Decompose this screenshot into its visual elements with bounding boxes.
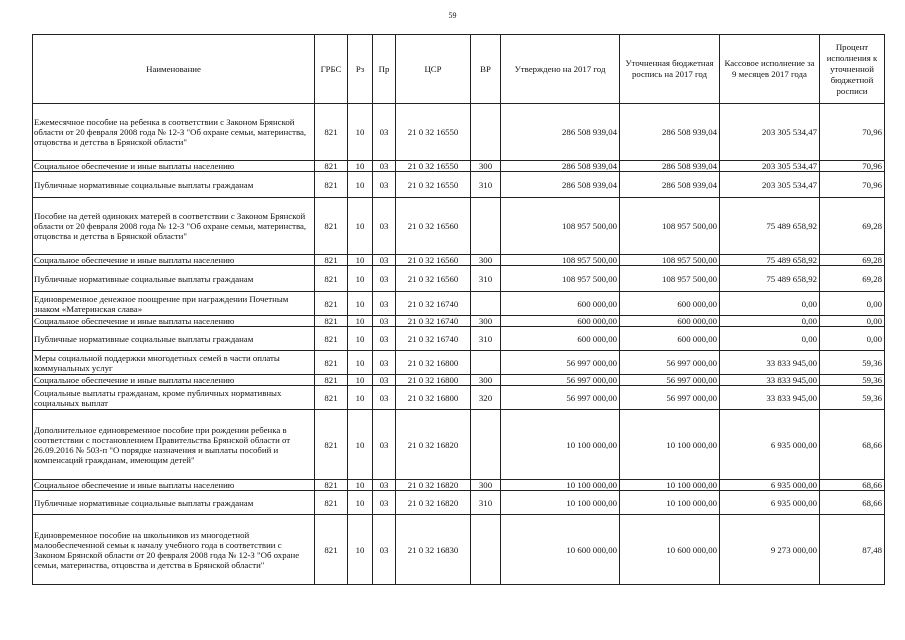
cell-csr: 21 0 32 16740	[396, 327, 471, 351]
cell-grbs: 821	[315, 198, 348, 255]
cell-cash: 33 833 945,00	[720, 386, 820, 410]
cell-percent: 69,28	[820, 255, 885, 266]
table-row	[33, 161, 885, 172]
cell-revised: 10 100 000,00	[620, 410, 720, 480]
cell-pr: 03	[373, 292, 396, 316]
cell-approved: 600 000,00	[501, 292, 620, 316]
cell-grbs: 821	[315, 172, 348, 198]
cell-pr: 03	[373, 266, 396, 292]
cell-pr: 03	[373, 515, 396, 585]
cell-vr: 310	[471, 172, 501, 198]
cell-grbs: 821	[315, 161, 348, 172]
cell-grbs: 821	[315, 255, 348, 266]
cell-csr: 21 0 32 16800	[396, 351, 471, 375]
table-row	[33, 375, 885, 386]
cell-grbs: 821	[315, 292, 348, 316]
cell-percent: 87,48	[820, 515, 885, 585]
cell-rz: 10	[348, 172, 373, 198]
header-grbs: ГРБС	[315, 35, 348, 104]
cell-approved: 10 100 000,00	[501, 410, 620, 480]
cell-approved: 286 508 939,04	[501, 161, 620, 172]
cell-revised: 108 957 500,00	[620, 255, 720, 266]
cell-cash: 203 305 534,47	[720, 161, 820, 172]
cell-vr: 300	[471, 480, 501, 491]
cell-percent: 68,66	[820, 491, 885, 515]
cell-cash: 33 833 945,00	[720, 375, 820, 386]
cell-pr: 03	[373, 375, 396, 386]
cell-percent: 70,96	[820, 161, 885, 172]
header-percent: Процент исполнения к уточненной бюджетной росписи	[820, 35, 885, 104]
cell-revised: 10 100 000,00	[620, 480, 720, 491]
cell-approved: 286 508 939,04	[501, 104, 620, 161]
cell-name: Социальное обеспечение и иные выплаты населению	[33, 480, 315, 491]
cell-vr: 320	[471, 386, 501, 410]
cell-pr: 03	[373, 410, 396, 480]
cell-csr: 21 0 32 16740	[396, 292, 471, 316]
cell-grbs: 821	[315, 375, 348, 386]
cell-pr: 03	[373, 198, 396, 255]
cell-approved: 600 000,00	[501, 316, 620, 327]
table-row	[33, 172, 885, 198]
cell-vr: 300	[471, 255, 501, 266]
cell-pr: 03	[373, 255, 396, 266]
cell-pr: 03	[373, 161, 396, 172]
cell-revised: 56 997 000,00	[620, 375, 720, 386]
cell-vr: 310	[471, 491, 501, 515]
cell-name: Меры социальной поддержки многодетных семей в части оплаты коммунальных услуг	[33, 351, 315, 375]
cell-csr: 21 0 32 16800	[396, 386, 471, 410]
cell-rz: 10	[348, 386, 373, 410]
cell-grbs: 821	[315, 491, 348, 515]
header-vr: ВР	[471, 35, 501, 104]
cell-revised: 56 997 000,00	[620, 386, 720, 410]
cell-vr: 310	[471, 327, 501, 351]
cell-grbs: 821	[315, 410, 348, 480]
table-row	[33, 292, 885, 316]
cell-revised: 10 100 000,00	[620, 491, 720, 515]
cell-approved: 56 997 000,00	[501, 351, 620, 375]
table-body	[33, 104, 885, 585]
cell-percent: 59,36	[820, 386, 885, 410]
cell-rz: 10	[348, 104, 373, 161]
cell-csr: 21 0 32 16740	[396, 316, 471, 327]
cell-revised: 108 957 500,00	[620, 198, 720, 255]
cell-approved: 56 997 000,00	[501, 386, 620, 410]
cell-percent: 0,00	[820, 327, 885, 351]
table-row	[33, 316, 885, 327]
cell-cash: 0,00	[720, 292, 820, 316]
cell-csr: 21 0 32 16550	[396, 172, 471, 198]
table-row	[33, 386, 885, 410]
cell-cash: 6 935 000,00	[720, 480, 820, 491]
cell-cash: 75 489 658,92	[720, 198, 820, 255]
cell-pr: 03	[373, 386, 396, 410]
cell-name: Социальное обеспечение и иные выплаты населению	[33, 161, 315, 172]
cell-grbs: 821	[315, 316, 348, 327]
table-row	[33, 491, 885, 515]
cell-rz: 10	[348, 375, 373, 386]
cell-rz: 10	[348, 491, 373, 515]
cell-cash: 0,00	[720, 327, 820, 351]
cell-csr: 21 0 32 16560	[396, 255, 471, 266]
cell-grbs: 821	[315, 327, 348, 351]
cell-rz: 10	[348, 351, 373, 375]
cell-rz: 10	[348, 161, 373, 172]
cell-percent: 59,36	[820, 375, 885, 386]
cell-percent: 70,96	[820, 172, 885, 198]
cell-csr: 21 0 32 16820	[396, 410, 471, 480]
cell-name: Публичные нормативные социальные выплаты гражданам	[33, 327, 315, 351]
cell-vr	[471, 351, 501, 375]
cell-name: Единовременное денежное поощрение при награждении Почетным знаком «Материнская слава»	[33, 292, 315, 316]
cell-pr: 03	[373, 491, 396, 515]
cell-name: Публичные нормативные социальные выплаты гражданам	[33, 266, 315, 292]
cell-revised: 600 000,00	[620, 316, 720, 327]
header-revised: Уточненная бюджетная роспись на 2017 год	[620, 35, 720, 104]
header-name: Наименование	[33, 35, 315, 104]
cell-csr: 21 0 32 16800	[396, 375, 471, 386]
cell-name: Социальные выплаты гражданам, кроме публичных нормативных социальных выплат	[33, 386, 315, 410]
cell-revised: 10 600 000,00	[620, 515, 720, 585]
cell-vr: 300	[471, 375, 501, 386]
cell-name: Социальное обеспечение и иные выплаты населению	[33, 375, 315, 386]
cell-vr: 300	[471, 316, 501, 327]
cell-vr: 310	[471, 266, 501, 292]
cell-rz: 10	[348, 480, 373, 491]
cell-name: Единовременное пособие на школьников из многодетной малообеспеченной семьи к началу учебного года в соответствии с Законом Брянской области от 20 февраля 2008 года № 12-З "Об охране семьи, материнства, отцовства и детства в Брянской области"	[33, 515, 315, 585]
cell-cash: 203 305 534,47	[720, 104, 820, 161]
table-row	[33, 410, 885, 480]
cell-name: Публичные нормативные социальные выплаты гражданам	[33, 491, 315, 515]
cell-approved: 10 600 000,00	[501, 515, 620, 585]
table-row	[33, 266, 885, 292]
cell-csr: 21 0 32 16830	[396, 515, 471, 585]
cell-vr	[471, 515, 501, 585]
cell-percent: 70,96	[820, 104, 885, 161]
cell-grbs: 821	[315, 266, 348, 292]
header-csr: ЦСР	[396, 35, 471, 104]
cell-grbs: 821	[315, 480, 348, 491]
cell-cash: 0,00	[720, 316, 820, 327]
table-row	[33, 327, 885, 351]
cell-rz: 10	[348, 515, 373, 585]
cell-revised: 286 508 939,04	[620, 104, 720, 161]
cell-csr: 21 0 32 16550	[396, 104, 471, 161]
cell-approved: 108 957 500,00	[501, 266, 620, 292]
header-approved: Утверждено на 2017 год	[501, 35, 620, 104]
cell-pr: 03	[373, 327, 396, 351]
cell-approved: 56 997 000,00	[501, 375, 620, 386]
cell-pr: 03	[373, 104, 396, 161]
cell-vr	[471, 410, 501, 480]
cell-csr: 21 0 32 16560	[396, 266, 471, 292]
cell-approved: 600 000,00	[501, 327, 620, 351]
table-row	[33, 480, 885, 491]
cell-cash: 9 273 000,00	[720, 515, 820, 585]
table-row	[33, 515, 885, 585]
cell-grbs: 821	[315, 515, 348, 585]
cell-grbs: 821	[315, 351, 348, 375]
cell-approved: 10 100 000,00	[501, 491, 620, 515]
cell-vr: 300	[471, 161, 501, 172]
cell-grbs: 821	[315, 104, 348, 161]
cell-name: Социальное обеспечение и иные выплаты населению	[33, 316, 315, 327]
cell-csr: 21 0 32 16560	[396, 198, 471, 255]
cell-cash: 6 935 000,00	[720, 410, 820, 480]
cell-percent: 0,00	[820, 292, 885, 316]
cell-approved: 10 100 000,00	[501, 480, 620, 491]
cell-csr: 21 0 32 16550	[396, 161, 471, 172]
cell-approved: 108 957 500,00	[501, 198, 620, 255]
cell-vr	[471, 104, 501, 161]
cell-revised: 56 997 000,00	[620, 351, 720, 375]
header-row	[33, 35, 885, 104]
cell-name: Публичные нормативные социальные выплаты гражданам	[33, 172, 315, 198]
budget-table	[32, 34, 885, 585]
table-row	[33, 104, 885, 161]
cell-vr	[471, 198, 501, 255]
cell-csr: 21 0 32 16820	[396, 491, 471, 515]
cell-approved: 286 508 939,04	[501, 172, 620, 198]
cell-revised: 286 508 939,04	[620, 161, 720, 172]
cell-grbs: 821	[315, 386, 348, 410]
header-cash: Кассовое исполнение за 9 месяцев 2017 года	[720, 35, 820, 104]
cell-pr: 03	[373, 316, 396, 327]
cell-pr: 03	[373, 172, 396, 198]
cell-revised: 600 000,00	[620, 327, 720, 351]
cell-percent: 69,28	[820, 198, 885, 255]
table-row	[33, 351, 885, 375]
cell-percent: 68,66	[820, 480, 885, 491]
table-row	[33, 255, 885, 266]
cell-name: Пособие на детей одиноких матерей в соответствии с Законом Брянской области от 20 февраля 2008 года № 12-З "Об охране семьи, материнства, отцовства и детства в Брянской области"	[33, 198, 315, 255]
cell-cash: 75 489 658,92	[720, 266, 820, 292]
page-number: 59	[448, 11, 457, 20]
cell-rz: 10	[348, 410, 373, 480]
cell-cash: 33 833 945,00	[720, 351, 820, 375]
cell-cash: 6 935 000,00	[720, 491, 820, 515]
cell-percent: 68,66	[820, 410, 885, 480]
cell-approved: 108 957 500,00	[501, 255, 620, 266]
header-pr: Пр	[373, 35, 396, 104]
header-rz: Рз	[348, 35, 373, 104]
cell-pr: 03	[373, 351, 396, 375]
cell-rz: 10	[348, 255, 373, 266]
cell-revised: 286 508 939,04	[620, 172, 720, 198]
cell-percent: 69,28	[820, 266, 885, 292]
cell-pr: 03	[373, 480, 396, 491]
cell-name: Дополнительное единовременное пособие при рождении ребенка в соответствии с постановлением Правительства Брянской области от 26.09.2016 № 503-п "О порядке назначения и выплаты пособий и компенсаций гражданам, имеющим детей"	[33, 410, 315, 480]
cell-percent: 0,00	[820, 316, 885, 327]
cell-cash: 75 489 658,92	[720, 255, 820, 266]
cell-rz: 10	[348, 292, 373, 316]
cell-revised: 600 000,00	[620, 292, 720, 316]
cell-percent: 59,36	[820, 351, 885, 375]
cell-vr	[471, 292, 501, 316]
cell-rz: 10	[348, 327, 373, 351]
cell-revised: 108 957 500,00	[620, 266, 720, 292]
cell-rz: 10	[348, 266, 373, 292]
table-row	[33, 198, 885, 255]
cell-name: Ежемесячное пособие на ребенка в соответствии с Законом Брянской области от 20 февраля 2008 года № 12-З "Об охране семьи, материнства, отцовства и детства в Брянской области"	[33, 104, 315, 161]
cell-csr: 21 0 32 16820	[396, 480, 471, 491]
cell-rz: 10	[348, 316, 373, 327]
cell-name: Социальное обеспечение и иные выплаты населению	[33, 255, 315, 266]
cell-cash: 203 305 534,47	[720, 172, 820, 198]
cell-rz: 10	[348, 198, 373, 255]
